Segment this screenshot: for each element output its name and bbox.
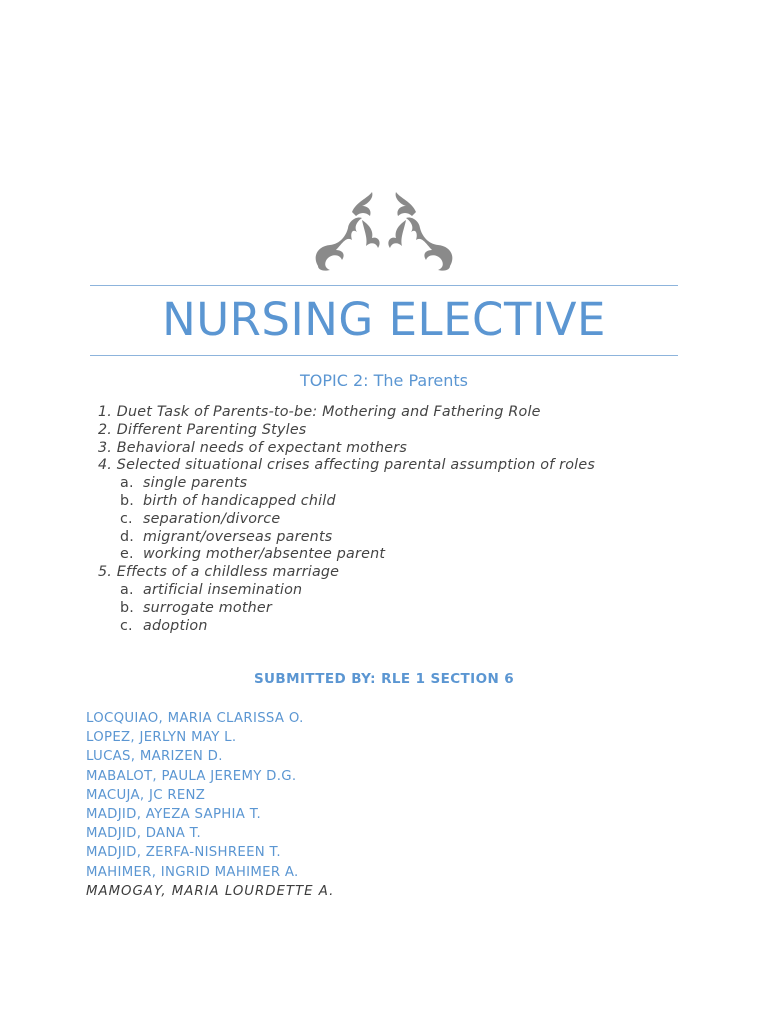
member-name: MADJID, AYEZA SAPHIA T. (86, 807, 262, 823)
subtopic-item: e. working mother/absentee parent (120, 546, 386, 563)
member-name: MAHIMER, INGRID MAHIMER A. (86, 864, 299, 880)
member-name: MADJID, ZERFA-NISHREEN T. (86, 845, 281, 861)
member-name: MACUJA, JC RENZ (86, 787, 206, 803)
subtopic-list (98, 582, 738, 635)
subtopic-item: c. adoption (120, 617, 208, 634)
member-name: LOPEZ, JERLYN MAY L. (86, 730, 237, 746)
topic-list (98, 404, 738, 635)
subtopic-item: d. migrant/overseas parents (120, 528, 333, 545)
subtopic-item: a. artificial insemination (120, 581, 303, 598)
subtopic-list (98, 475, 738, 564)
right-scroll-icon (388, 192, 452, 271)
topic-item: 3. Behavioral needs of expectant mothers (98, 439, 408, 456)
topic-item: 5. Effects of a childless marriage a. artificial insemination b. surrogate mother c. adoption (98, 564, 738, 635)
member-name: MAMOGAY, MARIA LOURDETTE A. (86, 883, 335, 899)
submitted-by-heading: SUBMITTED BY: RLE 1 SECTION 6 (253, 671, 515, 687)
topic-item: 4. Selected situational crises affecting parental assumption of roles a. single parents b. birth of handicapped child c. separation/divorce d. migrant/overseas parents e. working mother/absentee parent (98, 457, 738, 564)
member-name-list (86, 709, 334, 901)
floral-scroll-ornament (312, 190, 456, 272)
subtopic-item: a. single parents (120, 475, 248, 492)
subtopic-item: b. surrogate mother (120, 599, 273, 616)
topic-heading: TOPIC 2: The Parents (299, 371, 469, 390)
member-name: LUCAS, MARIZEN D. (86, 749, 223, 765)
title-top-rule (90, 285, 678, 286)
subtopic-item: c. separation/divorce (120, 510, 281, 527)
topic-item: 2. Different Parenting Styles (98, 421, 307, 438)
left-scroll-icon (316, 192, 380, 271)
title-bottom-rule (90, 355, 678, 356)
member-name: MABALOT, PAULA JEREMY D.G. (86, 768, 297, 784)
topic-item: 1. Duet Task of Parents-to-be: Mothering and Fathering Role (98, 404, 541, 420)
member-name: MADJID, DANA T. (86, 826, 201, 842)
subtopic-item: b. birth of handicapped child (120, 492, 336, 509)
member-name: LOCQUIAO, MARIA CLARISSA O. (86, 711, 304, 726)
document-title: NURSING ELECTIVE (162, 293, 606, 346)
